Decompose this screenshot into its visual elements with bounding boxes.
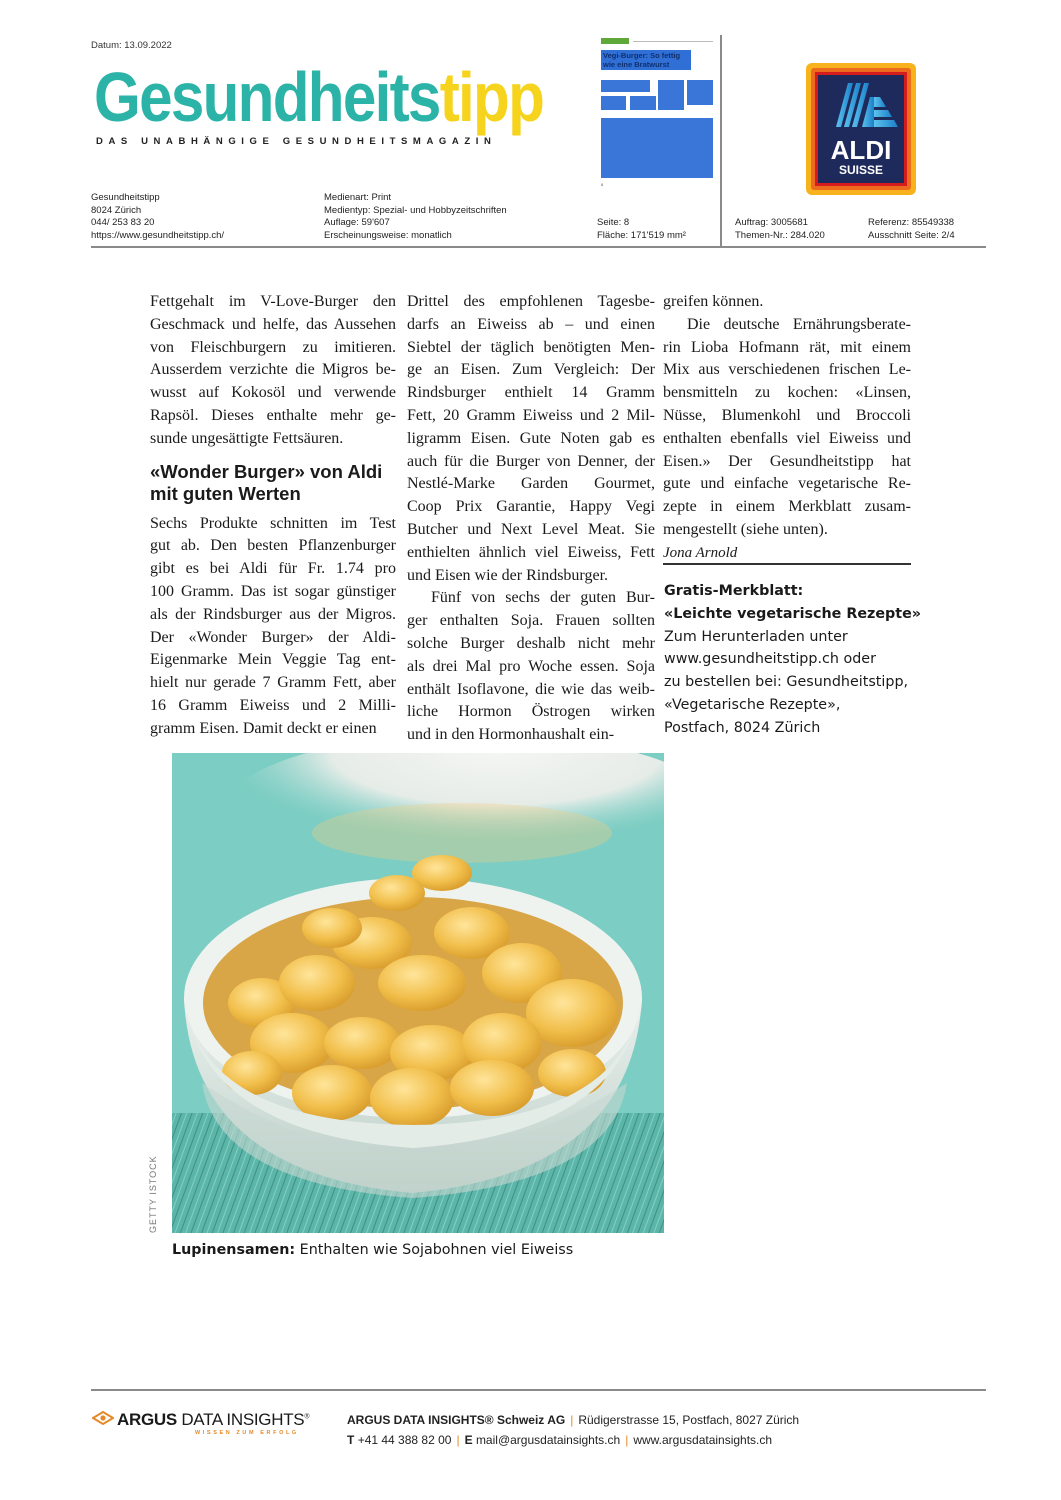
logo-border-orange — [811, 68, 911, 190]
caption-label: Lupinensamen: — [172, 1242, 296, 1258]
text-line: Siebtel der täglich benötigten Men- — [407, 338, 655, 356]
footer-email[interactable]: mail@argusdatainsights.ch — [475, 1433, 621, 1447]
frequency: Erscheinungsweise: monatlich — [324, 229, 452, 241]
text-line: darfs an Eiweiss ab – und einen — [407, 315, 655, 333]
header-divider — [720, 35, 722, 246]
publisher-city: 8024 Zürich — [91, 204, 142, 216]
thumbnail-block — [601, 80, 650, 92]
logo-border-red — [815, 72, 907, 186]
footer-rule — [91, 1389, 986, 1391]
text-line: Butcher und Next Level Meat. Sie — [407, 520, 655, 538]
publication-logo — [94, 58, 574, 150]
email-label: E — [464, 1433, 473, 1447]
text-line: ligramm Eisen. Gute Noten gab es — [407, 429, 655, 447]
text-line: von Fleischburgern zu imitieren. — [150, 338, 396, 356]
text-line: Rapsöl. Dieses enthalte mehr ge- — [150, 406, 396, 424]
text-line: wusst auf Kokosöl und verwende — [150, 384, 396, 402]
page-thumbnail — [598, 38, 716, 188]
thumbnail-title: Vegi-Burger: So fettig wie eine Bratwurst — [601, 50, 691, 70]
bowl-of-lupine-seeds-image — [172, 753, 664, 1233]
text-line: Eigenmarke Mein Veggie Tag ent- — [150, 651, 396, 669]
logo-rest: DATA INSIGHTS — [176, 1410, 305, 1429]
info-box-line: Postfach, 8024 Zürich — [664, 719, 821, 736]
text-line: gute und einfache vegetarische Re- — [663, 475, 911, 493]
text-line: Eisen.» Der Gesundheitstipp hat — [663, 452, 911, 470]
thumbnail-block — [601, 96, 626, 110]
publisher-name: Gesundheitstipp — [91, 192, 160, 203]
text-line: sunde ungesättigte Fettsäuren. — [150, 429, 344, 447]
author-rule — [663, 563, 911, 565]
separator: | — [570, 1413, 574, 1427]
caption-text: Enthalten wie Sojabohnen viel Eiweiss — [295, 1242, 574, 1258]
argus-logo — [92, 1410, 312, 1440]
paragraph — [150, 291, 396, 451]
text-line: rin Lioba Hofmann rät, mit einem — [663, 338, 911, 356]
article-author: Jona Arnold — [663, 544, 738, 561]
media-category: Medientyp: Spezial- und Hobbyzeitschriften — [324, 204, 507, 216]
paragraph — [663, 291, 911, 314]
paragraph — [150, 513, 396, 741]
text-line: enthalten ebenfalls viel Eiweiss und — [663, 429, 911, 447]
reference-info — [868, 217, 955, 242]
text-line: greifen können. — [663, 293, 764, 310]
text-line: gibt es bei Aldi für Fr. 1.74 pro — [150, 560, 396, 578]
eye-icon — [92, 1411, 114, 1425]
article-column-2 — [407, 291, 655, 747]
aldi-logo-subtext: SUISSE — [838, 163, 883, 177]
footer-line-2 — [347, 1430, 799, 1450]
text-line: Mix aus verschiedenen frischen Le- — [663, 361, 911, 379]
text-line: Fett, 20 Gramm Eiweiss und 2 Mil- — [407, 406, 655, 424]
logo-field — [818, 75, 904, 183]
article-column-1 — [150, 291, 396, 741]
circulation: Auflage: 59'607 — [324, 217, 390, 228]
text-line: ger enthalten Soja. Frauen sollten — [407, 612, 655, 630]
thumbnail-block — [658, 80, 684, 110]
text-line: Fünf von sechs der guten Bur- — [431, 589, 655, 607]
text-line: 100 Gramm. Das ist sogar günstiger — [150, 582, 396, 600]
text-line: solche Burger deshalb nicht mehr — [407, 634, 655, 652]
info-box-title: Gratis-Merkblatt: — [664, 583, 804, 599]
text-line: enthielten ähnlich viel Eiweiss, Fett — [407, 543, 655, 561]
footer-line-1 — [347, 1410, 799, 1430]
text-line: 16 Gramm Eiweiss und 2 Milli- — [150, 696, 396, 714]
masthead-tagline: DAS UNABHÄNGIGE GESUNDHEITSMAGAZIN — [96, 136, 497, 147]
argus-logo-text — [117, 1410, 309, 1430]
footer-contact — [347, 1410, 799, 1450]
page-area: Fläche: 171'519 mm² — [597, 229, 686, 241]
thumbnail-block — [630, 96, 656, 110]
text-line: Drittel des empfohlenen Tagesbe- — [407, 293, 655, 310]
paragraph — [663, 314, 911, 542]
article-subheading: «Wonder Burger» von Aldi mit guten Werten — [150, 460, 383, 504]
info-box-link[interactable]: www.gesundheitstipp.ch oder — [664, 651, 876, 668]
text-line: Coop Prix Garantie, Happy Vegi — [407, 498, 655, 516]
masthead-wordmark: Gesundheitstipp — [94, 58, 544, 136]
text-line: bensmitteln zu kochen: «Linsen, — [663, 384, 911, 402]
page-number: Seite: 8 — [597, 217, 630, 228]
topic-number: Themen-Nr.: 284.020 — [735, 229, 825, 241]
clipping-date: Datum: 13.09.2022 — [91, 40, 172, 51]
media-type: Medienart: Print — [324, 192, 392, 203]
text-line: Nüsse, Blumenkohl und Broccoli — [663, 406, 911, 424]
text-line: auch für die Burger von Denner, der — [407, 452, 655, 470]
photo-caption — [172, 1242, 573, 1258]
text-line: als drei Mal pro Woche essen. Soja — [407, 657, 655, 675]
aldi-logo-text: ALDI — [830, 135, 892, 165]
info-box-line: zu bestellen bei: Gesundheitstipp, — [664, 674, 909, 691]
footer-address: Rüdigerstrasse 15, Postfach, 8027 Zürich — [578, 1413, 800, 1427]
header-rule — [91, 246, 986, 248]
text-line: Ausserdem verzichte die Migros be- — [150, 361, 396, 379]
page-info — [597, 217, 686, 242]
paragraph — [407, 587, 655, 747]
text-line: Die deutsche Ernährungsberate- — [687, 315, 911, 333]
paragraph — [407, 291, 655, 587]
clipping-page: Ausschnitt Seite: 2/4 — [868, 229, 955, 241]
text-line: ge an Eisen. Zum Vergleich: Der — [407, 361, 655, 379]
media-info — [324, 192, 507, 242]
publisher-phone: 044/ 253 83 20 — [91, 217, 155, 228]
thumbnail-block — [687, 80, 713, 105]
separator: | — [456, 1433, 460, 1447]
text-line: gut ab. Den besten Pflanzenburger — [150, 537, 396, 555]
text-line: hielt nur gerade 7 Gramm Fett, aber — [150, 674, 396, 692]
info-box-subtitle: «Leichte vegetarische Rezepte» — [664, 605, 922, 622]
text-line: Der «Wonder Burger» der Aldi- — [150, 628, 396, 646]
aldi-stripes-icon — [822, 79, 902, 129]
phone-label: T — [347, 1433, 355, 1447]
text-line: enthält Isoflavone, die wie das weib- — [407, 680, 655, 698]
text-line: Rindsburger enthielt 14 Gramm — [407, 384, 655, 402]
text-line: Nestlé-Marke Garden Gourmet, — [407, 475, 655, 493]
photo-credit: GETTY ISTOCK — [148, 1155, 158, 1233]
logo-bold: ARGUS — [117, 1410, 177, 1429]
info-box-line: Zum Herunterladen unter — [664, 628, 848, 645]
text-line: mengestellt (siehe unten). — [663, 520, 828, 538]
thumbnail-section-tag — [601, 38, 629, 44]
separator: | — [625, 1433, 629, 1447]
text-line: Sechs Produkte schnitten im Test — [150, 514, 396, 532]
thumbnail-rule — [633, 41, 713, 42]
aldi-suisse-logo — [806, 63, 916, 195]
publisher-info — [91, 192, 224, 242]
text-line: zepte in einem Merkblatt zusam- — [663, 498, 911, 516]
article-column-3 — [663, 291, 911, 565]
order-number: Auftrag: 3005681 — [735, 217, 808, 228]
reference-number: Referenz: 85549338 — [868, 217, 955, 228]
text-line: und in den Hormonhaushalt ein- — [407, 726, 615, 744]
logo-registered: ® — [304, 1413, 310, 1421]
text-line: Fettgehalt im V-Love-Burger den — [150, 293, 396, 310]
text-line: gramm Eisen. Damit deckt er einen — [150, 719, 377, 737]
text-line: als der Rindsburger aus der Migros. — [150, 605, 396, 623]
text-line: und Eisen wie der Rindsburger. — [407, 566, 609, 584]
lupine-seeds-photo — [172, 753, 664, 1233]
footer-website[interactable]: www.argusdatainsights.ch — [633, 1433, 773, 1447]
footer-phone: +41 44 388 82 00 — [357, 1433, 452, 1447]
text-line: liche Hormon Östrogen wirken — [407, 703, 655, 721]
order-info — [735, 217, 825, 242]
publisher-url[interactable]: https://www.gesundheitstipp.ch/ — [91, 229, 225, 241]
thumbnail-page-number: 8 — [601, 182, 604, 187]
thumbnail-table — [601, 118, 713, 178]
info-box-line: «Vegetarische Rezepte», — [664, 696, 841, 713]
info-box — [664, 580, 924, 740]
footer-company: ARGUS DATA INSIGHTS® Schweiz AG — [347, 1413, 566, 1427]
text-line: Geschmack und helfe, das Aussehen — [150, 315, 396, 333]
argus-slogan: WISSEN ZUM ERFOLG — [195, 1430, 299, 1436]
